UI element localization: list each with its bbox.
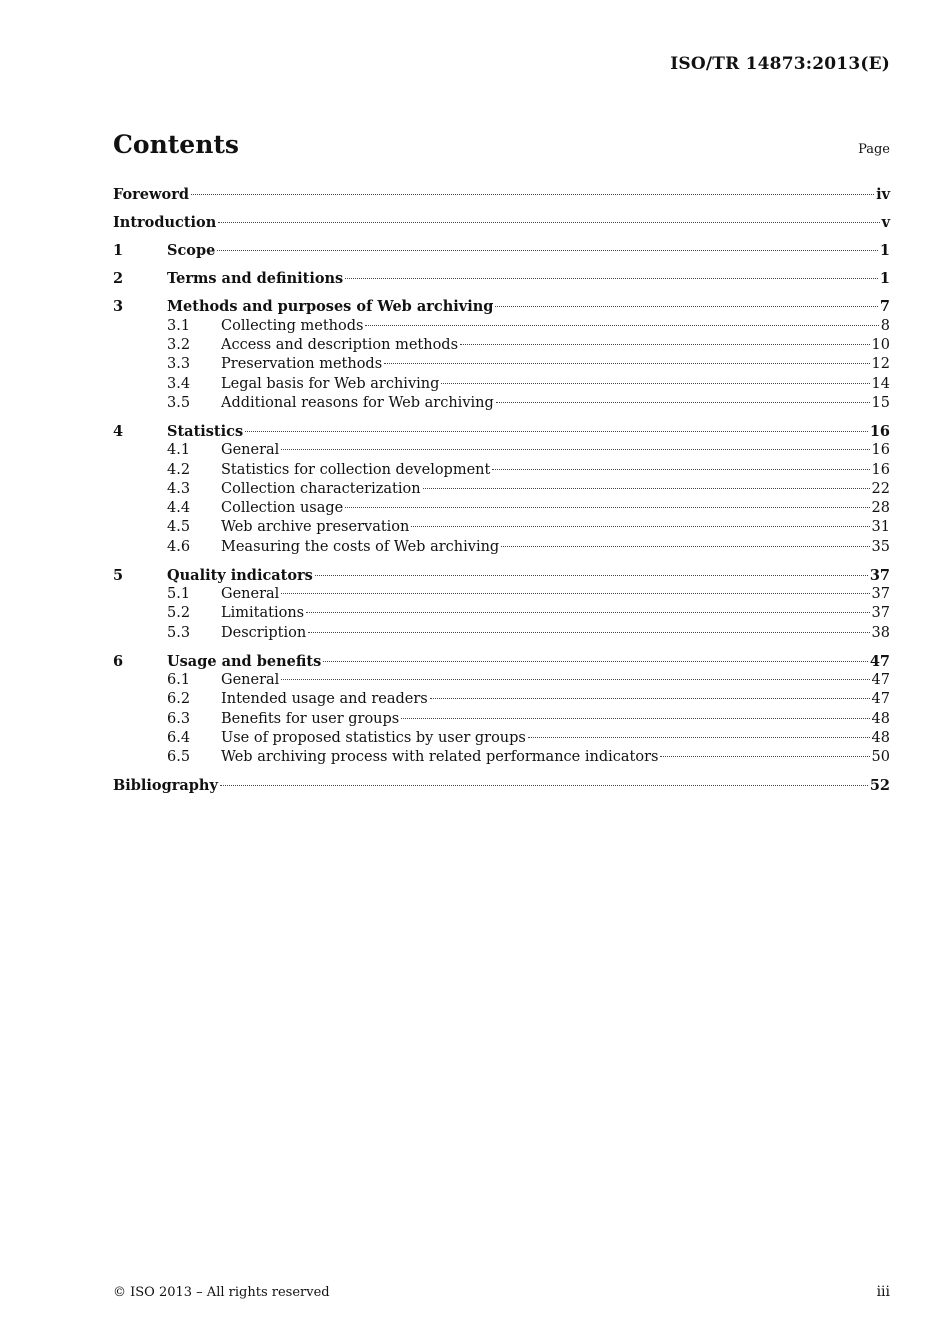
dot-leader bbox=[441, 383, 869, 384]
toc-entry[interactable] bbox=[113, 672, 890, 691]
toc-entry-title[interactable]: Limitations bbox=[221, 605, 305, 622]
toc-entry-number: 1 bbox=[113, 242, 124, 260]
dot-leader bbox=[528, 737, 870, 738]
dot-leader bbox=[430, 698, 870, 699]
page-number: iii bbox=[876, 1284, 890, 1300]
dot-leader bbox=[323, 661, 868, 662]
toc-entry-number: 6.5 bbox=[167, 749, 191, 766]
toc-entry-page: 14 bbox=[871, 375, 890, 392]
toc-entry[interactable] bbox=[113, 337, 890, 356]
toc-entry-page: 50 bbox=[871, 749, 890, 766]
toc-entry-page: 38 bbox=[871, 624, 890, 641]
toc-entry[interactable] bbox=[113, 481, 890, 500]
dot-leader bbox=[191, 194, 874, 195]
toc-entry-title[interactable]: Access and description methods bbox=[221, 336, 459, 353]
toc-entry-page: 10 bbox=[871, 336, 890, 353]
toc-entry[interactable] bbox=[113, 691, 890, 710]
toc-entry-title[interactable]: Collection usage bbox=[221, 500, 344, 517]
toc-entry-title[interactable]: Usage and benefits bbox=[167, 652, 322, 670]
toc-entry-title[interactable]: Additional reasons for Web archiving bbox=[221, 394, 494, 411]
toc-entry-title[interactable]: Legal basis for Web archiving bbox=[221, 375, 440, 392]
toc-entry-number: 2 bbox=[113, 270, 124, 288]
dot-leader bbox=[345, 507, 869, 508]
toc-entry[interactable] bbox=[113, 730, 890, 749]
toc-entry-page: 37 bbox=[871, 586, 890, 603]
toc-entry[interactable] bbox=[113, 242, 890, 261]
toc-entry-page: 15 bbox=[871, 394, 890, 411]
toc-entry-title[interactable]: Use of proposed statistics by user groups bbox=[221, 730, 526, 746]
toc-entry-title[interactable]: Preservation methods bbox=[221, 356, 383, 373]
toc-entry-title[interactable]: Intended usage and readers bbox=[221, 691, 428, 708]
toc-entry-title[interactable]: Terms and definitions bbox=[167, 270, 344, 288]
toc-entry[interactable] bbox=[113, 777, 890, 796]
toc-entry-number: 4.4 bbox=[167, 500, 191, 517]
table-of-contents bbox=[113, 186, 890, 797]
toc-entry-page: v bbox=[881, 214, 890, 232]
toc-entry-title[interactable]: Methods and purposes of Web archiving bbox=[167, 298, 494, 316]
toc-entry-number: 4.3 bbox=[167, 480, 191, 497]
toc-entry-page: 35 bbox=[871, 538, 890, 555]
toc-entry-page: 1 bbox=[879, 242, 890, 260]
dot-leader bbox=[492, 469, 869, 470]
dot-leader bbox=[281, 449, 869, 450]
toc-entry[interactable] bbox=[113, 586, 890, 605]
toc-entry-page: 37 bbox=[871, 605, 890, 622]
toc-entry[interactable] bbox=[113, 711, 890, 730]
dot-leader bbox=[281, 593, 869, 594]
toc-entry-number: 6.4 bbox=[167, 730, 191, 746]
copyright-notice: © ISO 2013 – All rights reserved bbox=[113, 1285, 330, 1300]
toc-entry-page: 28 bbox=[871, 500, 890, 517]
toc-entry[interactable] bbox=[113, 605, 890, 624]
toc-entry-title[interactable]: Collecting methods bbox=[221, 317, 364, 334]
toc-entry[interactable] bbox=[113, 318, 890, 337]
toc-entry-page: 8 bbox=[880, 317, 890, 334]
dot-leader bbox=[411, 526, 869, 527]
toc-entry-title[interactable]: Web archiving process with related performance indicators bbox=[221, 749, 659, 766]
toc-entry[interactable] bbox=[113, 186, 890, 205]
toc-entry-title[interactable]: Web archive preservation bbox=[221, 519, 410, 536]
contents-title: Contents bbox=[113, 130, 240, 159]
toc-entry-title[interactable]: Statistics bbox=[167, 422, 244, 440]
toc-entry-number: 6.3 bbox=[167, 710, 191, 727]
page-column-label: Page bbox=[858, 142, 890, 157]
document-id: ISO/TR 14873:2013(E) bbox=[670, 54, 890, 74]
toc-entry-page: 31 bbox=[871, 519, 890, 536]
dot-leader bbox=[401, 718, 869, 719]
toc-entry-title[interactable]: Benefits for user groups bbox=[221, 710, 400, 727]
toc-entry-number: 5.1 bbox=[167, 586, 191, 603]
toc-entry-page: 12 bbox=[871, 356, 890, 373]
toc-entry-page: 16 bbox=[871, 442, 890, 459]
dot-leader bbox=[220, 785, 868, 786]
toc-entry-page: 48 bbox=[871, 730, 890, 746]
dot-leader bbox=[345, 278, 878, 279]
toc-entry[interactable] bbox=[113, 749, 890, 768]
toc-entry[interactable] bbox=[113, 298, 890, 317]
toc-entry[interactable] bbox=[113, 625, 890, 644]
dot-leader bbox=[384, 363, 869, 364]
toc-entry-page: 47 bbox=[871, 691, 890, 708]
toc-entry[interactable] bbox=[113, 376, 890, 395]
dot-leader bbox=[660, 756, 869, 757]
toc-entry-page: 47 bbox=[871, 672, 890, 689]
dot-leader bbox=[217, 250, 878, 251]
dot-leader bbox=[501, 546, 869, 547]
toc-entry-number: 4.1 bbox=[167, 442, 191, 459]
toc-entry-number: 4.2 bbox=[167, 461, 191, 478]
toc-entry[interactable] bbox=[113, 567, 890, 586]
dot-leader bbox=[496, 402, 870, 403]
toc-entry-page: 37 bbox=[869, 566, 890, 584]
dot-leader bbox=[308, 632, 869, 633]
toc-entry-title[interactable]: Description bbox=[221, 624, 307, 641]
toc-entry[interactable] bbox=[113, 653, 890, 672]
toc-entry-page: 7 bbox=[879, 298, 890, 316]
toc-entry-number: 3.2 bbox=[167, 336, 191, 353]
toc-entry-title[interactable]: Measuring the costs of Web archiving bbox=[221, 538, 500, 555]
toc-entry-page: 1 bbox=[879, 270, 890, 288]
toc-entry[interactable] bbox=[113, 270, 890, 289]
toc-entry-title[interactable]: Quality indicators bbox=[167, 566, 313, 584]
toc-entry-title[interactable]: General bbox=[221, 442, 280, 459]
dot-leader bbox=[218, 222, 879, 223]
toc-entry-title[interactable]: Introduction bbox=[113, 214, 217, 232]
dot-leader bbox=[365, 325, 878, 326]
dot-leader bbox=[306, 612, 869, 613]
dot-leader bbox=[460, 344, 870, 345]
toc-entry-number: 6 bbox=[113, 652, 124, 670]
toc-entry-page: 47 bbox=[869, 652, 890, 670]
toc-entry[interactable] bbox=[113, 519, 890, 538]
toc-entry-title[interactable]: Statistics for collection development bbox=[221, 461, 491, 478]
toc-entry-title[interactable]: Foreword bbox=[113, 186, 189, 203]
toc-entry-number: 4.5 bbox=[167, 519, 191, 536]
toc-entry-page: 52 bbox=[869, 777, 890, 795]
toc-entry-number: 3 bbox=[113, 298, 124, 316]
toc-entry[interactable] bbox=[113, 539, 890, 558]
toc-entry-title[interactable]: Bibliography bbox=[113, 777, 218, 795]
toc-entry-number: 6.1 bbox=[167, 672, 191, 689]
toc-entry-title[interactable]: General bbox=[221, 672, 280, 689]
dot-leader bbox=[245, 431, 868, 432]
toc-entry-page: 16 bbox=[871, 461, 890, 478]
toc-entry[interactable] bbox=[113, 423, 890, 442]
toc-entry-number: 3.3 bbox=[167, 356, 191, 373]
toc-entry[interactable] bbox=[113, 500, 890, 519]
toc-entry-number: 4 bbox=[113, 422, 124, 440]
dot-leader bbox=[495, 306, 878, 307]
toc-entry-number: 6.2 bbox=[167, 691, 191, 708]
toc-entry-title[interactable]: Collection characterization bbox=[221, 480, 421, 497]
toc-entry-page: iv bbox=[876, 186, 890, 203]
toc-entry-number: 5.2 bbox=[167, 605, 191, 622]
toc-entry[interactable] bbox=[113, 442, 890, 461]
toc-entry-page: 22 bbox=[871, 480, 890, 497]
toc-entry-page: 48 bbox=[871, 710, 890, 727]
toc-entry-page: 16 bbox=[869, 422, 890, 440]
toc-entry-number: 3.4 bbox=[167, 375, 191, 392]
dot-leader bbox=[315, 575, 868, 576]
toc-entry-number: 5.3 bbox=[167, 624, 191, 641]
dot-leader bbox=[281, 679, 869, 680]
toc-entry-title[interactable]: Scope bbox=[167, 242, 216, 260]
dot-leader bbox=[423, 488, 870, 489]
toc-entry[interactable] bbox=[113, 462, 890, 481]
toc-entry[interactable] bbox=[113, 214, 890, 233]
toc-entry-title[interactable]: General bbox=[221, 586, 280, 603]
toc-entry[interactable] bbox=[113, 395, 890, 414]
toc-entry[interactable] bbox=[113, 356, 890, 375]
toc-entry-number: 5 bbox=[113, 566, 124, 584]
toc-entry-number: 3.1 bbox=[167, 317, 191, 334]
toc-entry-number: 4.6 bbox=[167, 538, 191, 555]
toc-entry-number: 3.5 bbox=[167, 394, 191, 411]
